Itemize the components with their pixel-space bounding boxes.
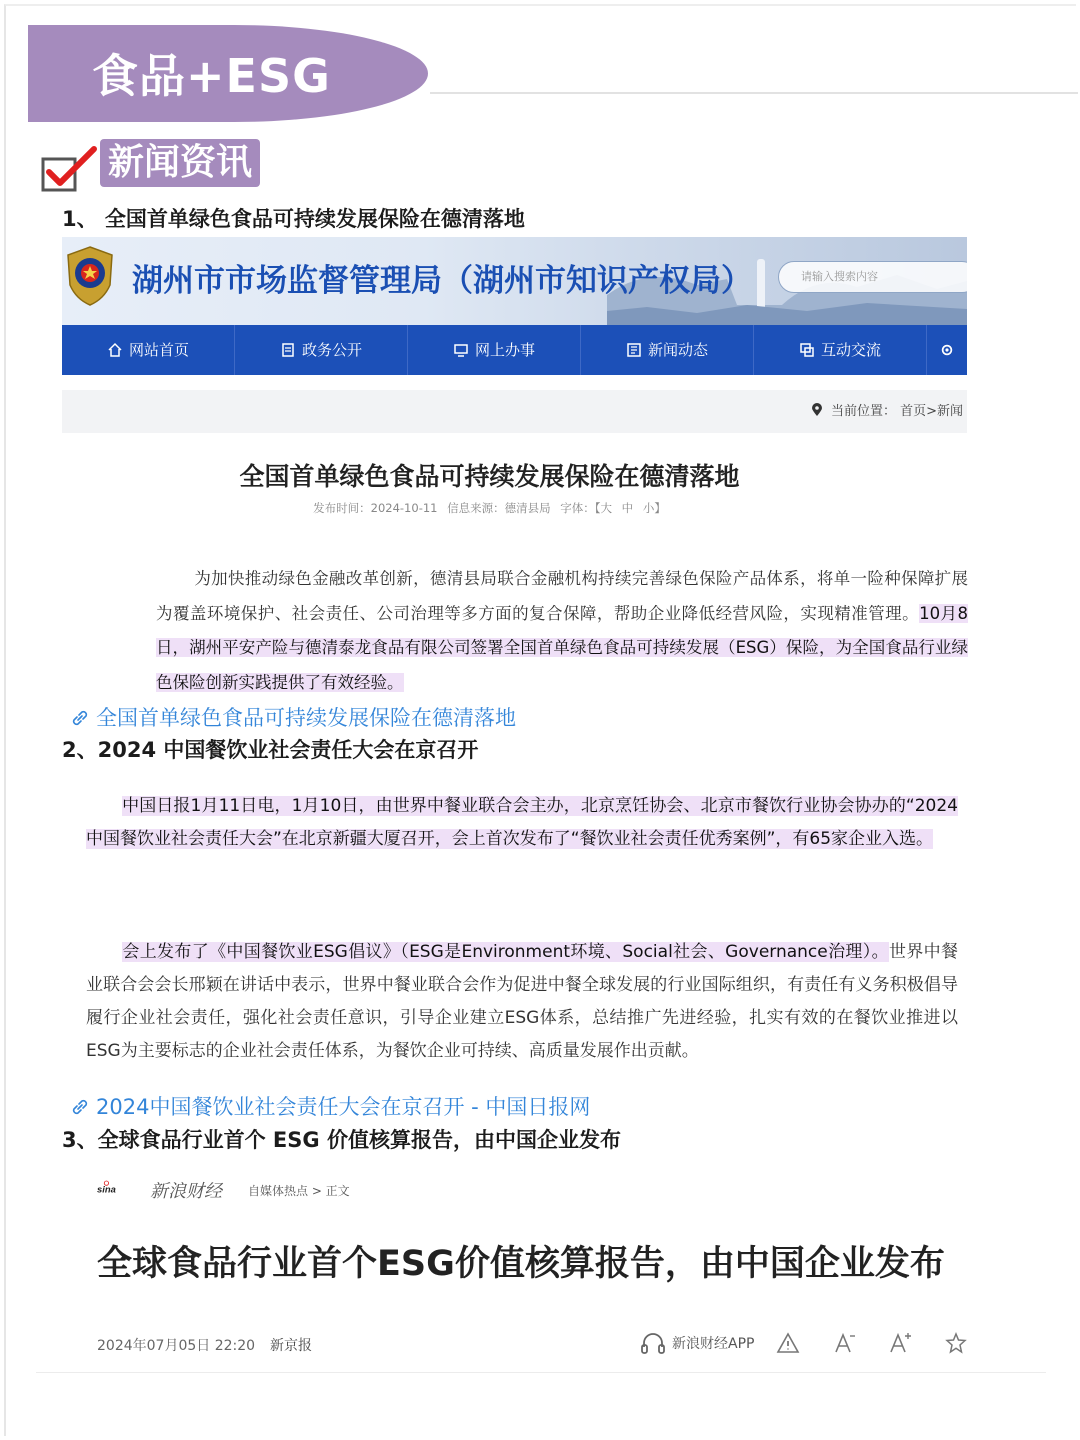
- gov-nav-bar: [62, 325, 967, 375]
- gov-nav-public[interactable]: [235, 325, 408, 375]
- document-icon: [280, 342, 296, 358]
- monitor-icon: [453, 342, 469, 358]
- sina-app-button[interactable]: [640, 1331, 754, 1355]
- gov-nav-label: 政务公开: [301, 341, 362, 359]
- gov-article-title: 全国首单绿色食品可持续发展保险在德清落地: [239, 462, 740, 491]
- link-icon: [70, 708, 90, 728]
- checkbox-checked-icon: [40, 146, 98, 192]
- gov-nav-label: 新闻动态: [647, 341, 708, 359]
- sina-article-title: 全球食品行业首个ESG价值核算报告，由中国企业发布: [97, 1244, 945, 1284]
- sina-logo-text: 新浪财经: [150, 1181, 222, 1202]
- font-increase-icon[interactable]: [888, 1331, 912, 1355]
- sina-breadcrumb: 自媒体热点 > 正文: [248, 1184, 350, 1198]
- section-tag: 新闻资讯: [100, 139, 260, 187]
- gov-site-name: 湖州市市场监督管理局（湖州市知识产权局）: [132, 263, 752, 299]
- breadcrumb-text: 当前位置： 首页>新闻: [830, 404, 963, 419]
- news-item-title-1: 1、 全国首单绿色食品可持续发展保险在德清落地: [62, 207, 525, 231]
- sina-logo: [97, 1170, 157, 1204]
- news2-para2-highlight: 会上发布了《中国餐饮业ESG倡议》（ESG是Environment环境、Social社会、Governance治理）。: [122, 942, 889, 962]
- favorite-star-icon[interactable]: [944, 1331, 968, 1355]
- header-title: 食品+ESG: [92, 49, 331, 103]
- gov-search-input[interactable]: 请输入搜索内容: [778, 261, 967, 293]
- sina-app-label: 新浪财经APP: [672, 1336, 755, 1352]
- news-item-title-3: 3、全球食品行业首个 ESG 价值核算报告，由中国企业发布: [62, 1128, 621, 1152]
- gov-site-banner: [62, 237, 967, 325]
- gov-nav-news[interactable]: [581, 325, 754, 375]
- location-pin-icon: [811, 403, 823, 417]
- footer-divider: [36, 1372, 1046, 1373]
- source-link-2[interactable]: [70, 1091, 590, 1121]
- gov-body-highlight: 10月8日，湖州平安产险与德清泰龙食品有限公司签署全国首单绿色食品可持续发展（ESG）保险，为全国食品行业绿色保险创新实践提供了有效经验。: [156, 603, 969, 692]
- home-icon: [107, 342, 123, 358]
- gov-nav-label: 网站首页: [128, 341, 189, 359]
- gov-body-text: 为加快推动绿色金融改革创新，德清县局联合金融机构持续完善绿色保险产品体系，将单一险种保障扩展为覆盖环境保护、社会责任、公司治理等多方面的复合保障，帮助企业降低经营风险，实现精准管理。: [156, 569, 968, 623]
- gov-article-meta: 发布时间：2024-10-11 信息来源：德清县局 字体：【大 中 小】: [313, 501, 666, 515]
- gov-nav-interact[interactable]: [754, 325, 927, 375]
- source-link-2-text: 2024中国餐饮业社会责任大会在京召开 - 中国日报网: [96, 1095, 591, 1119]
- gov-nav-label: 网上办事: [474, 341, 535, 359]
- gov-nav-services[interactable]: [408, 325, 581, 375]
- breadcrumb: [62, 390, 967, 433]
- source-link-1-text: 全国首单绿色食品可持续发展保险在德清落地: [96, 706, 516, 730]
- gov-nav-home[interactable]: [62, 325, 235, 375]
- gov-nav-label: 互动交流: [820, 341, 881, 359]
- sina-article-source: 新京报: [270, 1338, 312, 1354]
- police-emblem-logo: [64, 245, 116, 307]
- news-item-title-2: 2、2024 中国餐饮业社会责任大会在京召开: [62, 738, 479, 762]
- news2-paragraph-2: [86, 936, 958, 1068]
- news2-para1-text: 中国日报1月11日电，1月10日，由世界中餐业联合会主办，北京烹饪协会、北京市餐饮行业协会协办的“2024中国餐饮业社会责任大会”在北京新疆大厦召开，会上首次发布了“餐饮业社会责任优秀案例”，有65家企业入选。: [86, 796, 958, 849]
- font-decrease-icon[interactable]: [832, 1331, 856, 1355]
- link-icon: [70, 1097, 90, 1117]
- source-link-1[interactable]: [70, 702, 516, 732]
- gov-nav-more[interactable]: [927, 325, 967, 375]
- news2-para2-text: 世界中餐业联合会会长邢颖在讲话中表示，世界中餐业联合会作为促进中餐全球发展的行业国际组织，有责任有义务积极倡导履行企业社会责任，强化社会责任意识，引导企业建立ESG体系，总结推广先进经验，扎实有效的在餐饮业推进以ESG为主要标志的企业社会责任体系，为餐饮企业可持续、高质量发展作出贡献。: [86, 942, 959, 1061]
- chat-icon: [799, 342, 815, 358]
- headphones-icon: [640, 1331, 666, 1355]
- gear-icon: [940, 343, 954, 357]
- report-warning-icon[interactable]: [776, 1331, 800, 1355]
- newspaper-icon: [626, 342, 642, 358]
- gov-article-body: [156, 562, 968, 700]
- header-divider: [430, 92, 1078, 94]
- sina-logo-wordmark: sina: [97, 1183, 116, 1195]
- news2-paragraph-1: [86, 790, 958, 856]
- sina-article-date: 2024年07月05日 22:20: [97, 1338, 256, 1354]
- sina-toolbar: [640, 1328, 968, 1358]
